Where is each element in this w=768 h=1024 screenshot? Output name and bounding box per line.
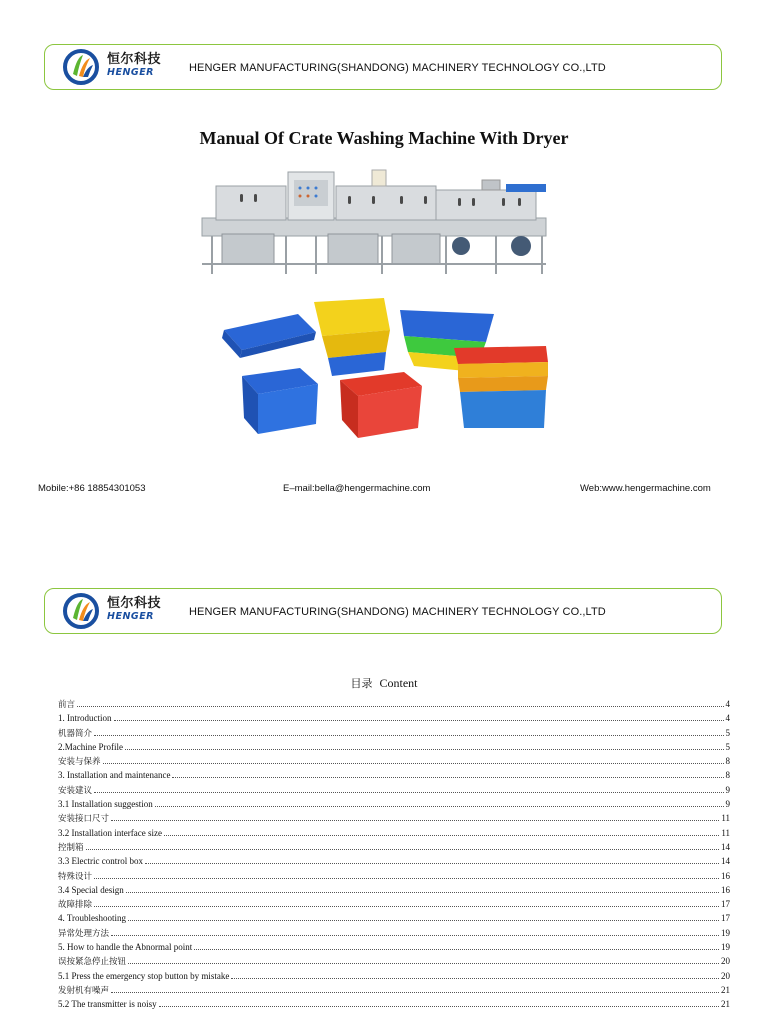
toc-leader-dots xyxy=(86,841,719,850)
toc-entry-label: 5.1 Press the emergency stop button by mistake xyxy=(58,970,230,981)
toc-entry[interactable] xyxy=(58,840,730,854)
toc-entry[interactable] xyxy=(58,983,730,997)
toc-entry-label: 3.2 Installation interface size xyxy=(58,827,162,838)
contact-mobile: Mobile:+86 18854301053 xyxy=(38,483,146,494)
toc-entry-page: 9 xyxy=(725,784,730,795)
toc-entry-page: 14 xyxy=(721,841,730,852)
toc-leader-dots xyxy=(164,827,719,836)
toc-entry-label: 5. How to handle the Abnormal point xyxy=(58,942,193,953)
page-header-1 xyxy=(44,44,722,90)
toc-entry-label: 机器简介 xyxy=(58,728,93,739)
toc-entry[interactable] xyxy=(58,869,730,883)
toc-entry-label: 误按紧急停止按钮 xyxy=(58,957,127,968)
toc-entry[interactable] xyxy=(58,926,730,940)
page-title: Manual Of Crate Washing Machine With Dryer xyxy=(199,128,569,148)
toc-entry-page: 20 xyxy=(721,970,730,981)
toc-entry-page: 20 xyxy=(721,956,730,967)
crate-washing-machine-image xyxy=(196,166,552,278)
toc-entry-label: 5.2 The transmitter is noisy xyxy=(58,999,157,1010)
toc-entry-label: 安装接口尺寸 xyxy=(58,814,110,825)
toc-entry-page: 21 xyxy=(721,984,730,995)
brand-block xyxy=(107,52,169,79)
toc-leader-dots xyxy=(128,955,719,964)
toc-entry-label: 特殊设计 xyxy=(58,871,93,882)
toc-entry-label: 3.3 Electric control box xyxy=(58,856,143,867)
toc-entry-page: 11 xyxy=(721,813,730,824)
henger-logo-icon xyxy=(63,593,99,629)
brand-english: HENGER xyxy=(107,611,154,622)
toc-entry-label: 3.1 Installation suggestion xyxy=(58,799,153,810)
toc-leader-dots xyxy=(172,769,723,778)
toc-entry[interactable] xyxy=(58,697,730,711)
toc-entry-label: 发射机有噪声 xyxy=(58,985,110,996)
toc-leader-dots xyxy=(159,998,719,1007)
toc-entry-page: 8 xyxy=(725,756,730,767)
toc-entry-page: 16 xyxy=(721,870,730,881)
toc-entry-label: 1. Introduction xyxy=(58,713,112,724)
toc-entry-page: 19 xyxy=(721,942,730,953)
toc-entry-page: 5 xyxy=(725,727,730,738)
toc-entry[interactable] xyxy=(58,768,730,782)
toc-entry-page: 14 xyxy=(721,856,730,867)
toc-entry[interactable] xyxy=(58,754,730,768)
toc-entry-page: 17 xyxy=(721,899,730,910)
toc-leader-dots xyxy=(111,812,719,821)
toc-entry-page: 8 xyxy=(725,770,730,781)
toc-title-cn: 目录 xyxy=(350,677,373,690)
toc-leader-dots xyxy=(125,741,724,750)
toc-leader-dots xyxy=(231,970,719,979)
contact-web[interactable]: Web:www.hengermachine.com xyxy=(580,483,711,494)
henger-logo-icon xyxy=(63,49,99,85)
toc-entry[interactable] xyxy=(58,997,730,1011)
toc-leader-dots xyxy=(94,870,719,879)
company-name: HENGER MANUFACTURING(SHANDONG) MACHINERY TECHNOLOGY CO.,LTD xyxy=(189,606,606,618)
toc-entry-label: 4. Troubleshooting xyxy=(58,913,127,924)
toc-entry-page: 4 xyxy=(725,713,730,724)
toc-entry[interactable] xyxy=(58,711,730,725)
toc-entry[interactable] xyxy=(58,726,730,740)
toc-leader-dots xyxy=(94,727,723,736)
toc-leader-dots xyxy=(155,798,724,807)
toc-entry[interactable] xyxy=(58,740,730,754)
brand-chinese: 恒尔科技 xyxy=(107,596,162,611)
toc-entry[interactable] xyxy=(58,940,730,954)
toc-entry-page: 17 xyxy=(721,913,730,924)
toc-entry-page: 16 xyxy=(721,884,730,895)
toc-entry[interactable] xyxy=(58,783,730,797)
toc-entry-label: 2.Machine Profile xyxy=(58,741,123,752)
toc-entry-label: 3.4 Special design xyxy=(58,884,124,895)
toc-entry-page: 5 xyxy=(725,741,730,752)
toc-entry[interactable] xyxy=(58,897,730,911)
toc-entry-label: 安装与保养 xyxy=(58,757,101,768)
toc-entry-page: 9 xyxy=(725,799,730,810)
toc-leader-dots xyxy=(128,912,719,921)
toc-entry-label: 安装建议 xyxy=(58,785,93,796)
toc-entry-label: 3. Installation and maintenance xyxy=(58,770,171,781)
toc-entry[interactable] xyxy=(58,811,730,825)
table-of-contents xyxy=(58,697,730,1012)
toc-title-en: Content xyxy=(379,676,418,690)
toc-leader-dots xyxy=(103,755,724,764)
toc-entry-label: 前言 xyxy=(58,700,76,710)
toc-entry[interactable] xyxy=(58,854,730,868)
toc-entry-label: 异常处理方法 xyxy=(58,928,110,939)
contact-email[interactable]: E–mail:bella@hengermachine.com xyxy=(283,483,431,494)
brand-english: HENGER xyxy=(107,67,154,78)
toc-leader-dots xyxy=(77,698,723,707)
toc-entry-page: 19 xyxy=(721,927,730,938)
brand-chinese: 恒尔科技 xyxy=(107,52,162,67)
page-header-2 xyxy=(44,588,722,634)
company-name: HENGER MANUFACTURING(SHANDONG) MACHINERY TECHNOLOGY CO.,LTD xyxy=(189,62,606,74)
toc-entry-page: 4 xyxy=(725,699,730,709)
toc-leader-dots xyxy=(145,855,719,864)
toc-entry-label: 故障排除 xyxy=(58,900,93,911)
toc-entry[interactable] xyxy=(58,883,730,897)
toc-entry-page: 11 xyxy=(721,827,730,838)
toc-title xyxy=(0,675,768,691)
plastic-crates-image xyxy=(218,292,558,440)
toc-leader-dots xyxy=(94,898,719,907)
toc-entry[interactable] xyxy=(58,826,730,840)
toc-leader-dots xyxy=(94,784,723,793)
toc-leader-dots xyxy=(114,712,724,721)
brand-block xyxy=(107,596,169,623)
toc-leader-dots xyxy=(126,884,719,893)
toc-entry[interactable] xyxy=(58,797,730,811)
toc-entry[interactable] xyxy=(58,911,730,925)
toc-entry-label: 控制箱 xyxy=(58,842,84,853)
toc-entry[interactable] xyxy=(58,969,730,983)
toc-leader-dots xyxy=(111,984,719,993)
toc-entry[interactable] xyxy=(58,954,730,968)
toc-entry-page: 21 xyxy=(721,999,730,1010)
toc-leader-dots xyxy=(111,927,719,936)
toc-leader-dots xyxy=(194,941,719,950)
